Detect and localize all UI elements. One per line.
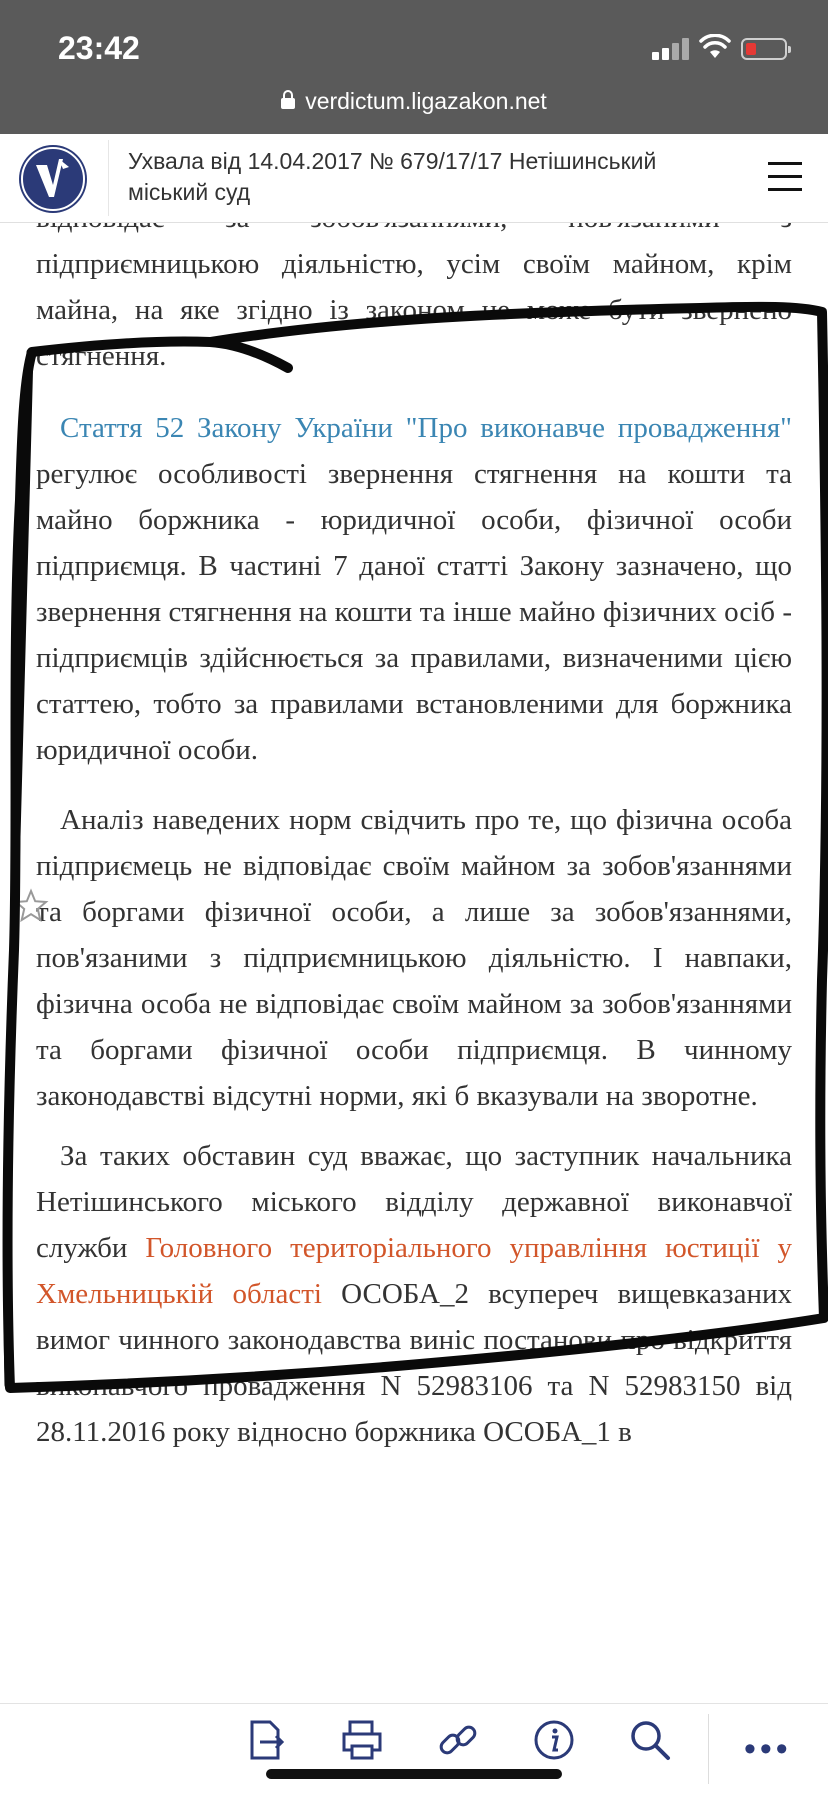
url-text: verdictum.ligazakon.net — [305, 88, 547, 114]
status-time: 23:42 — [58, 30, 140, 66]
verdictum-logo-icon[interactable] — [19, 145, 87, 213]
share-document-icon[interactable] — [244, 1718, 288, 1762]
document-title: Ухвала від 14.04.2017 № 679/17/17 Нетішинський міський суд — [128, 148, 657, 205]
search-icon[interactable] — [628, 1718, 672, 1762]
wifi-icon — [699, 34, 731, 60]
site-header — [0, 134, 828, 223]
cellular-signal-icon — [652, 38, 690, 60]
institution-link[interactable]: Головного територіального управління юстиції у Хмельницькій області — [36, 1232, 793, 1310]
home-indicator[interactable] — [266, 1769, 562, 1779]
article-paragraph — [36, 405, 792, 773]
bottom-toolbar — [0, 1703, 828, 1793]
toolbar-divider — [708, 1714, 709, 1784]
bookmark-star-icon[interactable] — [13, 888, 49, 924]
browser-top-bar — [0, 0, 828, 134]
lock-icon — [281, 98, 295, 109]
paragraph-text: регулює особливості звернення стягнення на кошти та майно боржника - юридичної особи, фізичної особи підприємця. В частині 7 даної статті Закону зазначено, що звернення стягнення на кошти та інше майно фізичних осіб - підприємців здійснюється за правилами, визначеними цією статтею, тобто за правилами встановленими для боржника юридичної особи. — [36, 458, 792, 766]
more-options-button[interactable]: ••• — [744, 1730, 792, 1768]
info-icon[interactable] — [532, 1718, 576, 1762]
hamburger-menu-icon[interactable] — [768, 158, 802, 194]
article-paragraph: підприємницькою діяльністю, усім своїм майном, крім майна, на яке згідно із законом не може бути звернено стягнення. — [36, 248, 792, 372]
paragraph-text: ОСОБА_2 всупереч вищевказаних вимог чинного законодавства виніс постанови про відкриття виконавчого провадження N 52983106 та N 52983150 від 28.11.2016 року відносно боржника ОСОБА_1 в — [36, 1278, 792, 1448]
article-body — [36, 195, 792, 1477]
law-article-link[interactable]: Стаття 52 Закону України "Про виконавче провадження" — [60, 412, 792, 444]
battery-icon — [741, 38, 787, 60]
article-paragraph: Аналіз наведених норм свідчить про те, що фізична особа підприємець не відповідає своїм майном за зобов'язаннями та боргами фізичної особи, а лише за зобов'язаннями, пов'язаними з підприємницькою діяльністю. І навпаки, фізична особа не відповідає своїм майном за зобов'язаннями та боргами фізичної особи підприємця. В чинному законодавстві відсутні норми, які б вказували на зворотне. — [36, 804, 792, 1112]
header-divider — [108, 140, 109, 216]
paragraph-text: За таких обставин суд вважає, що заступник начальника Нетішинського міського відділу державної виконавчої служби — [36, 1140, 792, 1264]
print-icon[interactable] — [340, 1718, 384, 1762]
article-paragraph — [36, 1133, 792, 1455]
url-bar[interactable] — [0, 88, 828, 115]
link-icon[interactable] — [436, 1718, 480, 1762]
